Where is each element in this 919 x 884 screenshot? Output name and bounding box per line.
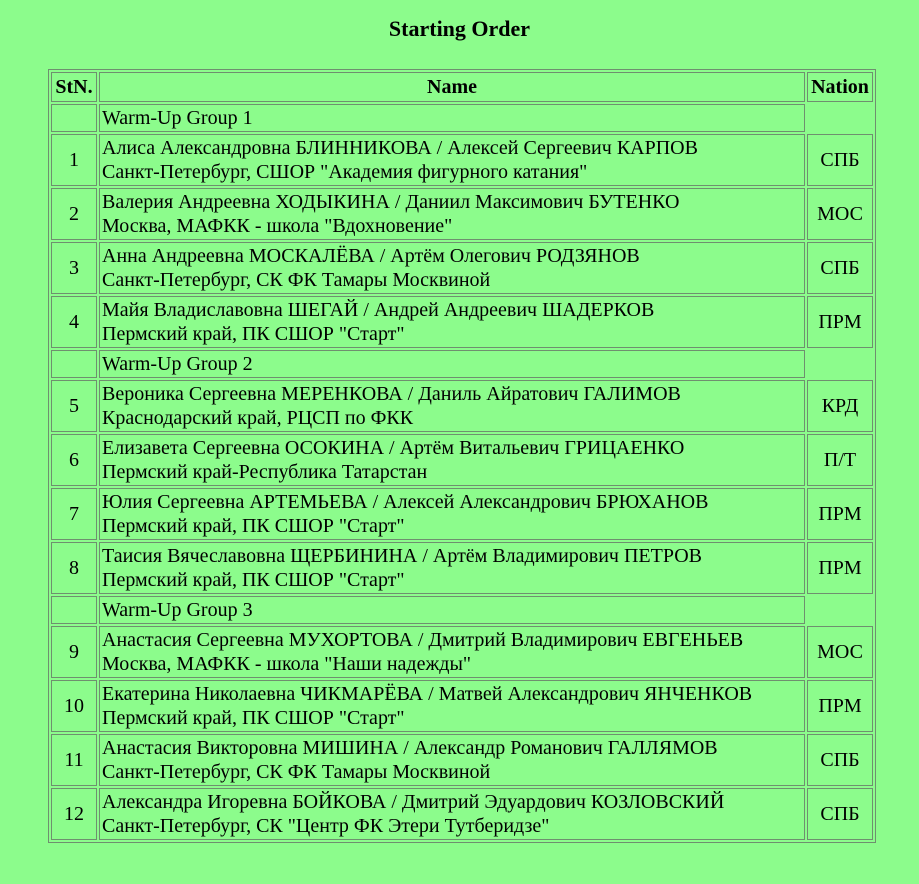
pair-club: Санкт-Петербург, СК ФК Тамары Москвиной xyxy=(102,761,491,783)
table-row xyxy=(51,296,873,348)
pair-club: Санкт-Петербург, СК ФК Тамары Москвиной xyxy=(102,269,491,291)
pair-cell xyxy=(99,296,805,348)
group-nation-empty xyxy=(807,350,873,378)
pair-cell xyxy=(99,734,805,786)
nation-code: ПРМ xyxy=(807,488,873,540)
table-row xyxy=(51,680,873,732)
pair-names: Александра Игоревна БОЙКОВА / Дмитрий Эдуардович КОЗЛОВСКИЙ xyxy=(102,791,725,813)
table-row xyxy=(51,380,873,432)
table-body xyxy=(51,104,873,840)
nation-code: СПБ xyxy=(807,134,873,186)
table-row xyxy=(51,434,873,486)
pair-cell xyxy=(99,542,805,594)
group-nation-empty xyxy=(807,104,873,132)
nation-code: СПБ xyxy=(807,242,873,294)
nation-code: СПБ xyxy=(807,788,873,840)
group-stn-empty xyxy=(51,596,97,624)
nation-code: П/Т xyxy=(807,434,873,486)
group-stn-empty xyxy=(51,104,97,132)
pair-cell xyxy=(99,434,805,486)
table-header-row xyxy=(51,72,873,102)
pair-names: Елизавета Сергеевна ОСОКИНА / Артём Витальевич ГРИЦАЕНКО xyxy=(102,437,685,459)
pair-cell xyxy=(99,626,805,678)
group-label: Warm-Up Group 3 xyxy=(99,596,805,624)
pair-cell xyxy=(99,380,805,432)
pair-club: Москва, МАФКК - школа "Вдохновение" xyxy=(102,215,453,237)
group-label: Warm-Up Group 1 xyxy=(99,104,805,132)
start-number: 8 xyxy=(51,542,97,594)
start-number: 12 xyxy=(51,788,97,840)
pair-cell xyxy=(99,188,805,240)
pair-names: Анна Андреевна МОСКАЛЁВА / Артём Олегович РОДЗЯНОВ xyxy=(102,245,640,267)
nation-code: МОС xyxy=(807,626,873,678)
nation-code: СПБ xyxy=(807,734,873,786)
table-row xyxy=(51,542,873,594)
warmup-group-row xyxy=(51,350,873,378)
table-row xyxy=(51,788,873,840)
warmup-group-row xyxy=(51,104,873,132)
pair-names: Екатерина Николаевна ЧИКМАРЁВА / Матвей Александрович ЯНЧЕНКОВ xyxy=(102,683,753,705)
pair-cell xyxy=(99,788,805,840)
pair-cell xyxy=(99,488,805,540)
pair-names: Анастасия Сергеевна МУХОРТОВА / Дмитрий Владимирович ЕВГЕНЬЕВ xyxy=(102,629,744,651)
nation-code: ПРМ xyxy=(807,542,873,594)
start-number: 6 xyxy=(51,434,97,486)
pair-club: Санкт-Петербург, СК "Центр ФК Этери Тутберидзе" xyxy=(102,815,550,837)
header-nation: Nation xyxy=(807,72,873,102)
nation-code: ПРМ xyxy=(807,680,873,732)
nation-code: ПРМ xyxy=(807,296,873,348)
pair-club: Пермский край, ПК СШОР "Старт" xyxy=(102,515,405,537)
table-row xyxy=(51,134,873,186)
pair-cell xyxy=(99,242,805,294)
pair-names: Таисия Вячеславовна ЩЕРБИНИНА / Артём Владимирович ПЕТРОВ xyxy=(102,545,703,567)
start-number: 10 xyxy=(51,680,97,732)
group-nation-empty xyxy=(807,596,873,624)
pair-names: Юлия Сергеевна АРТЕМЬЕВА / Алексей Александрович БРЮХАНОВ xyxy=(102,491,709,513)
start-number: 1 xyxy=(51,134,97,186)
start-number: 11 xyxy=(51,734,97,786)
pair-cell xyxy=(99,134,805,186)
table-row xyxy=(51,734,873,786)
pair-names: Майя Владиславовна ШЕГАЙ / Андрей Андреевич ШАДЕРКОВ xyxy=(102,299,655,321)
pair-club: Москва, МАФКК - школа "Наши надежды" xyxy=(102,653,472,675)
start-number: 3 xyxy=(51,242,97,294)
start-number: 7 xyxy=(51,488,97,540)
starting-order-table xyxy=(48,69,876,843)
pair-club: Пермский край, ПК СШОР "Старт" xyxy=(102,323,405,345)
table-row xyxy=(51,188,873,240)
pair-club: Санкт-Петербург, СШОР "Академия фигурного катания" xyxy=(102,161,588,183)
warmup-group-row xyxy=(51,596,873,624)
nation-code: МОС xyxy=(807,188,873,240)
pair-names: Алиса Александровна БЛИННИКОВА / Алексей Сергеевич КАРПОВ xyxy=(102,137,698,159)
pair-club: Пермский край, ПК СШОР "Старт" xyxy=(102,569,405,591)
pair-names: Вероника Сергеевна МЕРЕНКОВА / Даниль Айратович ГАЛИМОВ xyxy=(102,383,681,405)
start-number: 4 xyxy=(51,296,97,348)
header-stn: StN. xyxy=(51,72,97,102)
pair-names: Анастасия Викторовна МИШИНА / Александр Романович ГАЛЛЯМОВ xyxy=(102,737,718,759)
page-title: Starting Order xyxy=(388,16,531,41)
pair-names: Валерия Андреевна ХОДЫКИНА / Даниил Максимович БУТЕНКО xyxy=(102,191,680,213)
table-row xyxy=(51,488,873,540)
header-name: Name xyxy=(99,72,805,102)
pair-club: Пермский край, ПК СШОР "Старт" xyxy=(102,707,405,729)
table-row xyxy=(51,626,873,678)
pair-club: Краснодарский край, РЦСП по ФКК xyxy=(102,407,414,429)
nation-code: КРД xyxy=(807,380,873,432)
table-row xyxy=(51,242,873,294)
start-number: 2 xyxy=(51,188,97,240)
pair-club: Пермский край-Республика Татарстан xyxy=(102,461,428,483)
group-stn-empty xyxy=(51,350,97,378)
pair-cell xyxy=(99,680,805,732)
start-number: 9 xyxy=(51,626,97,678)
group-label: Warm-Up Group 2 xyxy=(99,350,805,378)
start-number: 5 xyxy=(51,380,97,432)
